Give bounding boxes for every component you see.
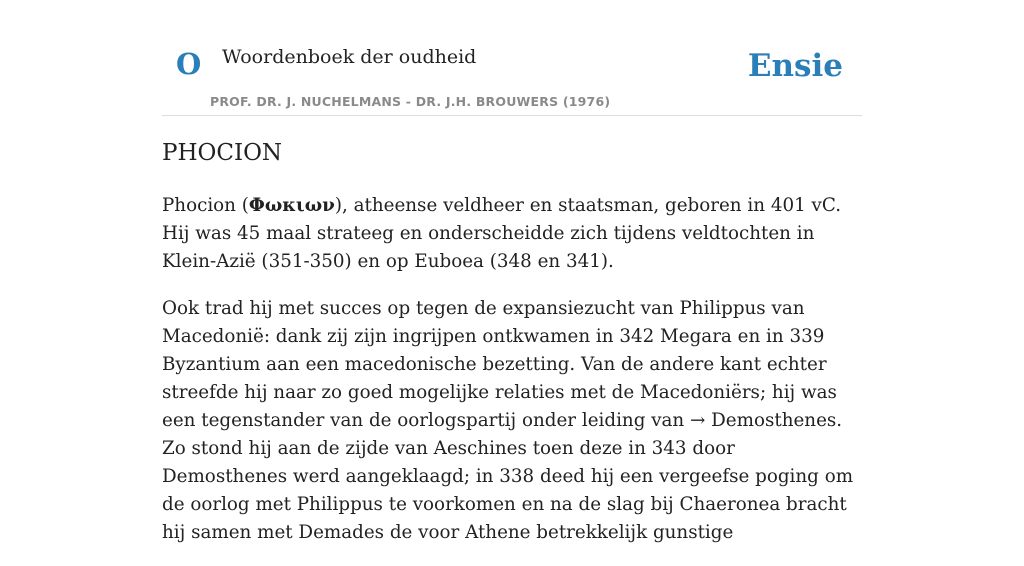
entry-body <box>162 192 862 566</box>
demosthenes-cross-reference-link[interactable] <box>690 410 836 431</box>
site-header <box>162 0 862 116</box>
greek-name: Φωκιων <box>248 195 335 216</box>
work-letter-logo[interactable]: O <box>176 47 202 81</box>
entry-paragraph <box>162 192 862 276</box>
arrow-right-icon: → <box>690 410 706 431</box>
work-title[interactable]: Woordenboek der oudheid <box>222 46 477 68</box>
paragraph-text: Phocion ( <box>162 195 249 216</box>
cross-reference-label: Demosthenes <box>705 410 837 431</box>
paragraph-text: Ook trad hij met succes op tegen de expansiezucht van Philippus van Macedonië: dank zij zijn ingrijpen ontkwamen in 342 Megara en in 339 Byzantium aan een macedonische bezetting. Van de andere kant echter streefde hij naar zo goed mogelijke relaties met de Macedoniërs; hij was een tegenstander van de oorlogspartij onder leiding van <box>162 298 837 431</box>
paragraph-text: ), atheense veldheer en staatsman, geboren in 401 vC. Hij was 45 maal strateeg en onderscheidde zich tijdens veldtochten in Klein-Azië (351-350) en op Euboea (348 en 341). <box>162 195 842 272</box>
work-authors: PROF. DR. J. NUCHELMANS - DR. J.H. BROUWERS (1976) <box>210 94 611 109</box>
paragraph-text: . Zo stond hij aan de zijde van Aeschines toen deze in 343 door Demosthenes werd aangeklaagd; in 338 deed hij een vergeefse poging om de oorlog met Philippus te voorkomen en na de slag bij Chaeronea bracht hij samen met Demades de voor Athene betrekkelijk gunstige <box>162 410 854 543</box>
ensie-brand-link[interactable]: Ensie <box>747 48 843 84</box>
entry-paragraph <box>162 295 862 547</box>
entry-headword: PHOCION <box>162 140 283 166</box>
